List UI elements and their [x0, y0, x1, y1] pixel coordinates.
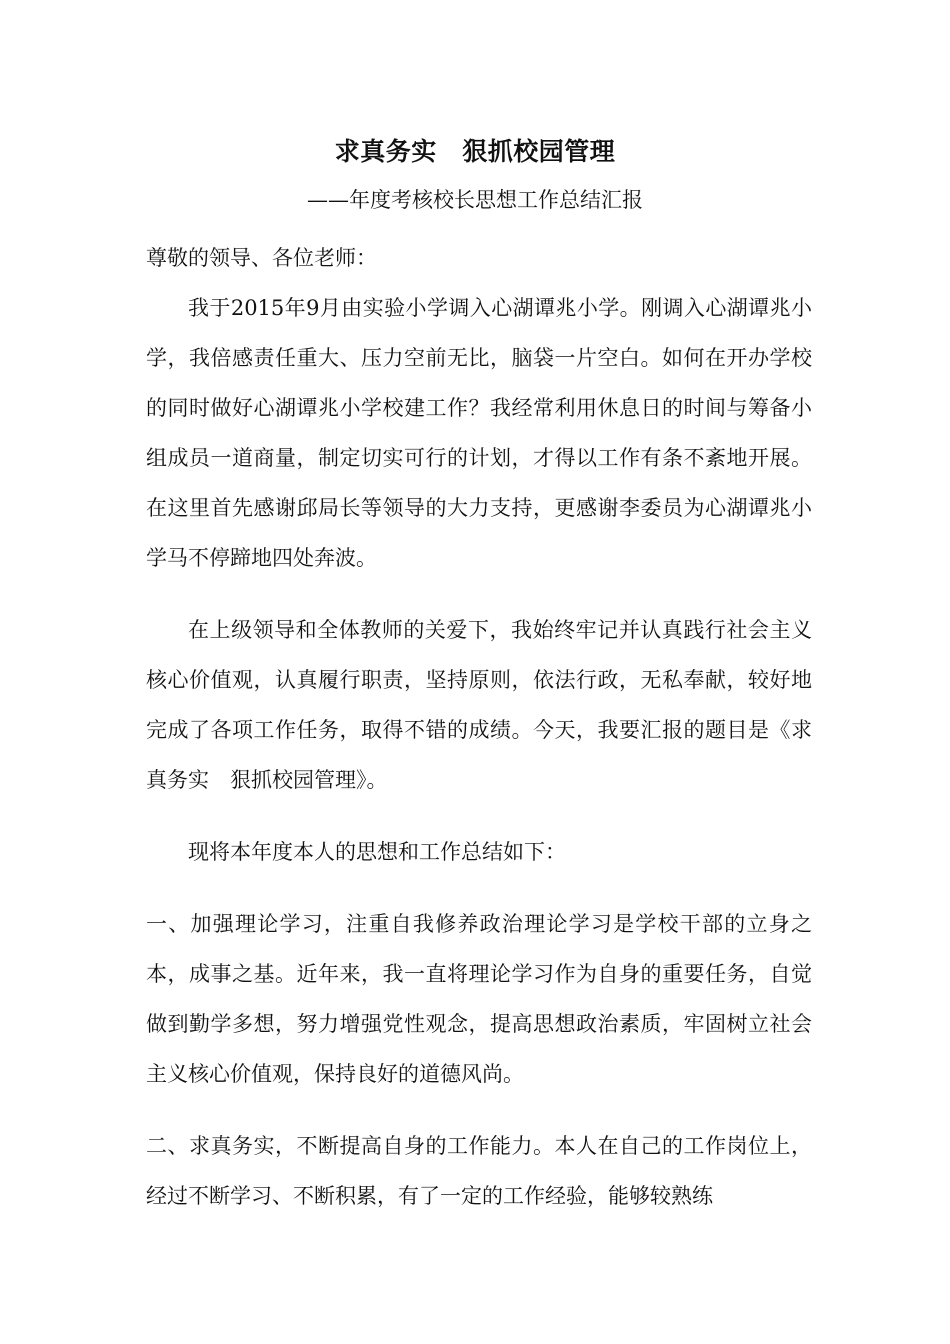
document-body [146, 233, 812, 1221]
paragraph-1: 我于2015年9月由实验小学调入心湖谭兆小学。刚调入心湖谭兆小学，我倍感责任重大、压力空前无比，脑袋一片空白。如何在开办学校的同时做好心湖谭兆小学校建工作？我经常利用休息日的时间与筹备小组成员一道商量，制定切实可行的计划，才得以工作有条不紊地开展。在这里首先感谢邱局长等领导的大力支持，更感谢李委员为心湖谭兆小学马不停蹄地四处奔波。 [146, 296, 812, 570]
paragraph-4: 一、加强理论学习，注重自我修养政治理论学习是学校干部的立身之本，成事之基。近年来，我一直将理论学习作为自身的重要任务，自觉做到勤学多想，努力增强党性观念，提高思想政治素质，牢固树立社会主义核心价值观，保持良好的道德风尚。 [146, 912, 812, 1086]
paragraph-2: 在上级领导和全体教师的关爱下，我始终牢记并认真践行社会主义核心价值观，认真履行职责，坚持原则，依法行政，无私奉献，较好地完成了各项工作任务，取得不错的成绩。今天，我要汇报的题目是《求真务实 狠抓校园管理》。 [146, 618, 812, 792]
paragraph-5: 二、求真务实，不断提高自身的工作能力。本人在自己的工作岗位上，经过不断学习、不断积累，有了一定的工作经验，能够较熟练 [146, 1134, 812, 1208]
document-title: 求真务实 狠抓校园管理 [334, 137, 616, 166]
document-subtitle: ——年度考核校长思想工作总结汇报 [307, 188, 643, 212]
salutation: 尊敬的领导、各位老师： [146, 246, 377, 270]
paragraph-3: 现将本年度本人的思想和工作总结如下： [188, 840, 566, 864]
